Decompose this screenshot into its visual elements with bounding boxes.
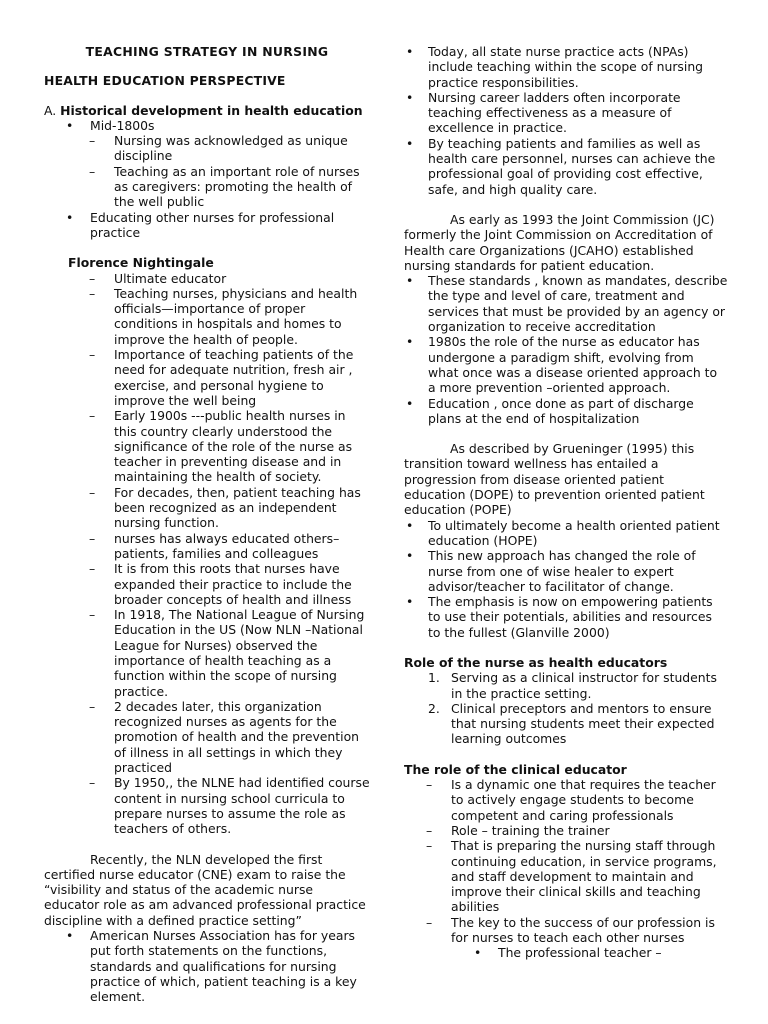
bullet-marker: • (406, 517, 414, 533)
bullet-text: By teaching patients and families as well as health care personnel, nurses can achieve the professional goal of providing cost effective, safe, and high quality care. (428, 135, 716, 197)
dash-marker: – (89, 408, 96, 424)
dash-marker: – (89, 775, 96, 791)
dash-marker: – (89, 561, 96, 577)
dash-item (44, 271, 370, 286)
bullet-item (404, 273, 728, 334)
dash-marker: – (89, 698, 96, 714)
bullet-item (404, 548, 728, 594)
dash-text: Early 1900s ---public health nurses in this country clearly understood the significance of the role of the nurse as teacher in preventing disease and in maintaining the health of society. (114, 408, 353, 485)
dash-marker: – (89, 270, 96, 286)
sub-bullet-item (404, 945, 728, 960)
dash-text: Importance of teaching patients of the need for adequate nutrition, fresh air , exercise, and personal hygiene to improve the well being (114, 347, 354, 408)
dash-item (44, 133, 370, 164)
number-marker: 2. (428, 700, 440, 716)
dash-item (44, 561, 370, 607)
bullet-item (404, 594, 728, 640)
bullet-marker: • (406, 594, 414, 610)
bullet-educating-nurses (44, 210, 370, 241)
bullet-item (404, 44, 728, 90)
bullet-text: The emphasis is now on empowering patients to use their potentials, abilities and resources to the fullest (Glanville 2000) (428, 594, 713, 640)
dash-item (44, 531, 370, 562)
bullet-item (404, 90, 728, 136)
bullet-item (404, 334, 728, 395)
dash-marker: – (426, 838, 433, 854)
document-subtitle: HEALTH EDUCATION PERSPECTIVE (44, 73, 286, 89)
bullet-item (404, 518, 728, 549)
dash-item (44, 286, 370, 347)
section-a-title: Historical development in health education (60, 102, 363, 118)
dash-marker: – (89, 484, 96, 500)
dash-text: Role – training the trainer (451, 822, 610, 838)
section-a-marker: A. (44, 102, 57, 118)
bullet-ana (44, 928, 370, 1004)
dash-text: That is preparing the nursing staff through continuing education, in service programs, and staff development to maintain and improve their clinical skills and teaching abilities (451, 838, 717, 915)
dash-item (44, 607, 370, 699)
nln-paragraph: Recently, the NLN developed the first certified nurse educator (CNE) exam to raise the “visibility and status of the academic nurse educator role as am advanced professional practice discipline with a defined practice setting” (44, 851, 366, 928)
number-marker: 1. (428, 670, 440, 686)
bullet-text: Today, all state nurse practice acts (NPAs) include teaching within the scope of nursing practice responsibilities. (428, 44, 704, 90)
dash-text: For decades, then, patient teaching has been recognized as an independent nursing function. (114, 484, 361, 531)
dash-text: Teaching nurses, physicians and health officials—importance of proper conditions in hospitals and homes to improve the health of people. (114, 285, 358, 347)
bullet-marker: • (406, 548, 414, 564)
bullet-marker: • (406, 395, 414, 411)
bullet-text: Educating other nurses for professional practice (90, 209, 335, 240)
bullet-marker: • (406, 273, 414, 289)
dash-marker: – (89, 347, 96, 363)
dash-item (44, 164, 370, 210)
bullet-text: Nursing career ladders often incorporate teaching effectiveness as a measure of excellence in practice. (428, 89, 681, 136)
joint-commission-paragraph: As early as 1993 the Joint Commission (JC) formerly the Joint Commission on Accreditation of Health care Organizations (JCAHO) established nursing standards for patient education. (404, 211, 715, 273)
dash-marker: – (426, 777, 433, 793)
bullet-text: To ultimately become a health oriented patient education (HOPE) (428, 517, 720, 548)
dash-item (404, 823, 728, 838)
grueninger-paragraph: As described by Grueninger (1995) this transition toward wellness has entailed a progression from disease oriented patient education (DOPE) to prevention oriented patient education (POPE) (404, 441, 705, 518)
numbered-text: Clinical preceptors and mentors to ensure that nursing students meet their expected learning outcomes (451, 700, 715, 747)
numbered-item (404, 670, 728, 701)
section-a-heading (44, 103, 370, 118)
dash-item (44, 485, 370, 531)
dash-item (404, 915, 728, 946)
dash-marker: – (89, 530, 96, 546)
dash-marker: – (89, 607, 96, 623)
bullet-marker: • (406, 135, 414, 151)
bullet-marker: • (406, 89, 414, 105)
bullet-item (404, 136, 728, 197)
dash-text: Ultimate educator (114, 270, 227, 286)
dash-text: Is a dynamic one that requires the teacher to actively engage students to become competent and caring professionals (451, 777, 716, 823)
bullet-marker: • (66, 928, 74, 944)
bullet-text: 1980s the role of the nurse as educator has undergone a paradigm shift, evolving from what once was a disease oriented approach to a more prevention –oriented approach. (428, 334, 718, 396)
dash-text: Teaching as an important role of nurses as caregivers: promoting the health of the well public (114, 163, 360, 210)
bullet-text: Mid-1800s (90, 117, 155, 133)
dash-marker: – (89, 285, 96, 301)
numbered-item (404, 701, 728, 747)
bullet-item (404, 396, 728, 427)
dash-marker: – (426, 822, 433, 838)
bullet-marker: • (66, 209, 74, 225)
document-title: TEACHING STRATEGY IN NURSING (85, 44, 329, 59)
bullet-marker: • (474, 945, 482, 961)
dash-text: It is from this roots that nurses have expanded their practice to include the broader concepts of health and illness (114, 561, 352, 607)
bullet-marker: • (406, 334, 414, 350)
left-column (44, 44, 370, 1005)
dash-item (44, 347, 370, 408)
bullet-marker: • (406, 44, 414, 59)
dash-text: 2 decades later, this organization recognized nurses as agents for the promotion of health and the prevention of illness in all settings in which they practiced (114, 698, 360, 776)
bullet-text: This new approach has changed the role of nurse from one of wise healer to expert advisor/teacher to facilitator of change. (428, 548, 696, 594)
dash-text: In 1918, The National League of Nursing Education in the US (Now NLN –National League for Nurses) observed the importance of health teaching as a function within the scope of nursing practice. (114, 607, 365, 699)
dash-text: By 1950,, the NLNE had identified course content in nursing school curricula to prepare nurses to assume the role as teachers of others. (114, 775, 370, 837)
bullet-text: American Nurses Association has for years put forth statements on the functions, standards and qualifications for nursing practice of which, patient teaching is a key element. (90, 928, 357, 1005)
dash-item (404, 777, 728, 823)
dash-marker: – (89, 133, 96, 149)
dash-item (404, 838, 728, 914)
dash-item (44, 775, 370, 836)
numbered-text: Serving as a clinical instructor for students in the practice setting. (451, 670, 717, 701)
dash-text: nurses has always educated others–patients, families and colleagues (114, 530, 340, 561)
bullet-mid-1800s (44, 118, 370, 133)
nightingale-heading: Florence Nightingale (68, 255, 214, 271)
dash-text: The key to the success of our profession is for nurses to teach each other nurses (451, 914, 715, 946)
bullet-marker: • (66, 117, 74, 133)
bullet-text: Education , once done as part of discharge plans at the end of hospitalization (428, 395, 694, 426)
dash-marker: – (89, 163, 96, 179)
bullet-text: The professional teacher – (498, 945, 662, 961)
role-nurse-heading: Role of the nurse as health educators (404, 654, 668, 670)
dash-marker: – (426, 914, 433, 930)
bullet-text: These standards , known as mandates, describe the type and level of care, treatment and services that must be provided by an agency or organization to receive accreditation (428, 273, 728, 335)
dash-item (44, 408, 370, 484)
clinical-educator-heading: The role of the clinical educator (404, 761, 627, 777)
right-column (404, 44, 728, 961)
dash-text: Nursing was acknowledged as unique discipline (114, 133, 348, 164)
dash-item (44, 699, 370, 775)
